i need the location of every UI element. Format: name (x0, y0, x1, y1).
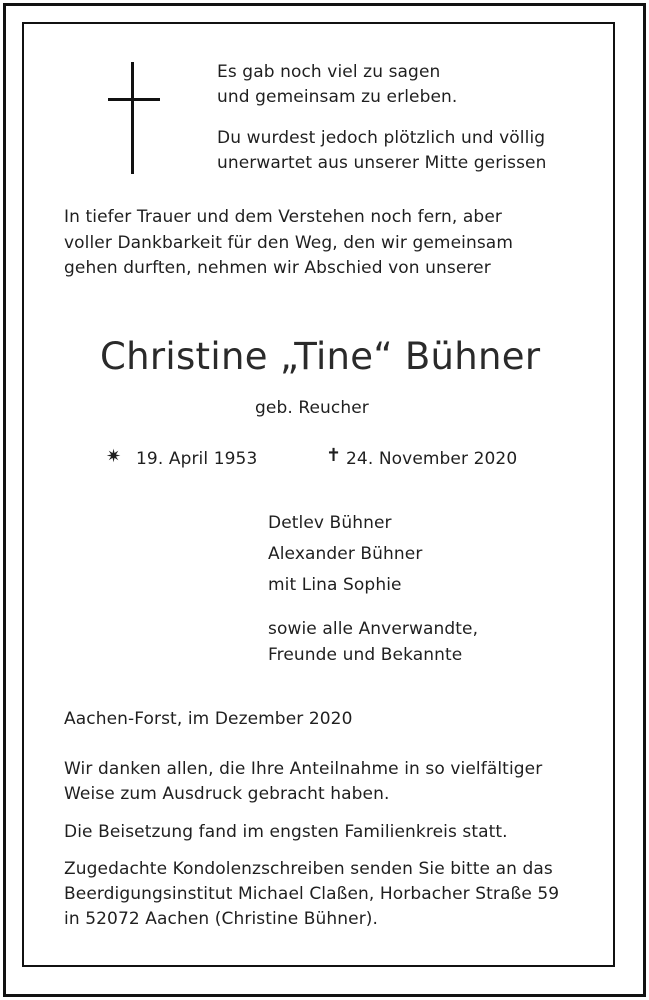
quote-line-2: und gemeinsam zu erleben. (217, 87, 458, 107)
mourner-line-2: Alexander Bühner (268, 544, 423, 564)
cross-icon (108, 62, 160, 174)
condolence-line-3: in 52072 Aachen (Christine Bühner). (64, 909, 379, 929)
condolence-line-1: Zugedachte Kondolenzschreiben senden Sie bitte an das (64, 859, 553, 879)
mourner-line-3: mit Lina Sophie (268, 575, 402, 595)
death-cross-icon: ✝ (326, 445, 342, 466)
birth-date: 19. April 1953 (136, 449, 258, 469)
deceased-name: Christine „Tine“ Bühner (100, 335, 541, 378)
quote-line-1: Es gab noch viel zu sagen (217, 62, 441, 82)
maiden-name: geb. Reucher (255, 398, 369, 418)
mourner-line-5: Freunde und Bekannte (268, 645, 463, 665)
intro-line-1: In tiefer Trauer und dem Verstehen noch fern, aber (64, 207, 502, 227)
star-icon: ✷ (106, 446, 122, 467)
intro-line-3: gehen durften, nehmen wir Abschied von unserer (64, 258, 491, 278)
burial-note: Die Beisetzung fand im engsten Familienkreis statt. (64, 822, 508, 842)
quote-line-3: Du wurdest jedoch plötzlich und völlig (217, 128, 546, 148)
mourner-line-1: Detlev Bühner (268, 513, 392, 533)
death-date: 24. November 2020 (346, 449, 518, 469)
condolence-line-2: Beerdigungsinstitut Michael Claßen, Horbacher Straße 59 (64, 884, 560, 904)
thanks-line-2: Weise zum Ausdruck gebracht haben. (64, 784, 390, 804)
thanks-line-1: Wir danken allen, die Ihre Anteilnahme in so vielfältiger (64, 759, 543, 779)
place-date: Aachen-Forst, im Dezember 2020 (64, 709, 353, 729)
mourner-line-4: sowie alle Anverwandte, (268, 619, 479, 639)
quote-line-4: unerwartet aus unserer Mitte gerissen (217, 153, 547, 173)
intro-line-2: voller Dankbarkeit für den Weg, den wir gemeinsam (64, 233, 513, 253)
